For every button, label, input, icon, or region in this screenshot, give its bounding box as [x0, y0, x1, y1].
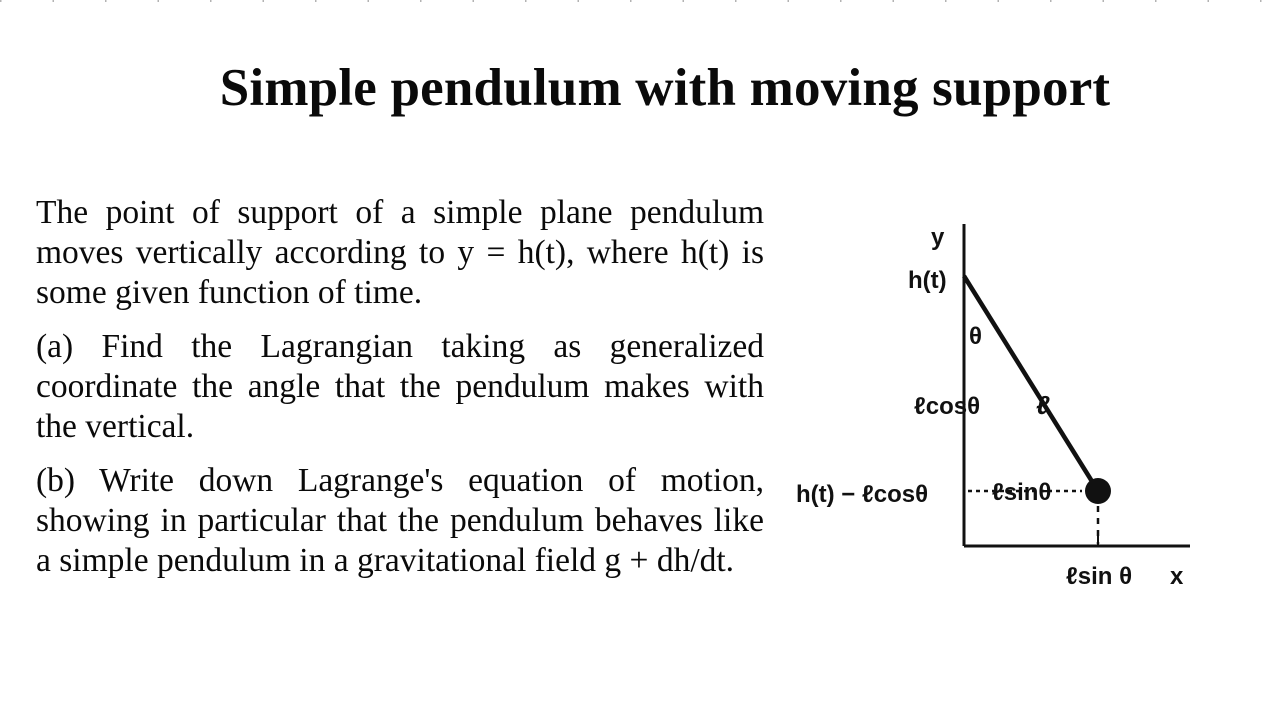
x-position-label: ℓsin θ: [1066, 563, 1133, 590]
pendulum-diagram: [790, 210, 1210, 610]
problem-statement: [36, 193, 764, 595]
horizontal-component-label: ℓsinθ: [992, 479, 1052, 506]
y-axis-label: y: [931, 224, 945, 251]
top-edge-dots: [0, 0, 1280, 4]
slide-title: Simple pendulum with moving support: [219, 59, 1111, 117]
rod-length-label: ℓ: [1036, 390, 1050, 420]
problem-part-b: (b) Write down Lagrange's equation of motion, showing in particular that the pendulum behaves like a simple pendulum in a gravitational field g + dh/dt.: [36, 462, 764, 579]
x-axis-label: x: [1170, 563, 1184, 590]
angle-theta-label: θ: [969, 323, 982, 350]
vertical-component-label: ℓcosθ: [914, 393, 981, 420]
support-height-label: h(t): [908, 267, 947, 294]
problem-intro: The point of support of a simple plane pendulum moves vertically according to y = h(t), where h(t) is some given function of time.: [36, 194, 764, 311]
problem-part-a: (a) Find the Lagrangian taking as generalized coordinate the angle that the pendulum makes with the vertical.: [36, 328, 764, 445]
bob-height-label: h(t) − ℓcosθ: [796, 481, 929, 508]
pendulum-bob: [1085, 478, 1111, 504]
pendulum-rod: [964, 276, 1098, 491]
